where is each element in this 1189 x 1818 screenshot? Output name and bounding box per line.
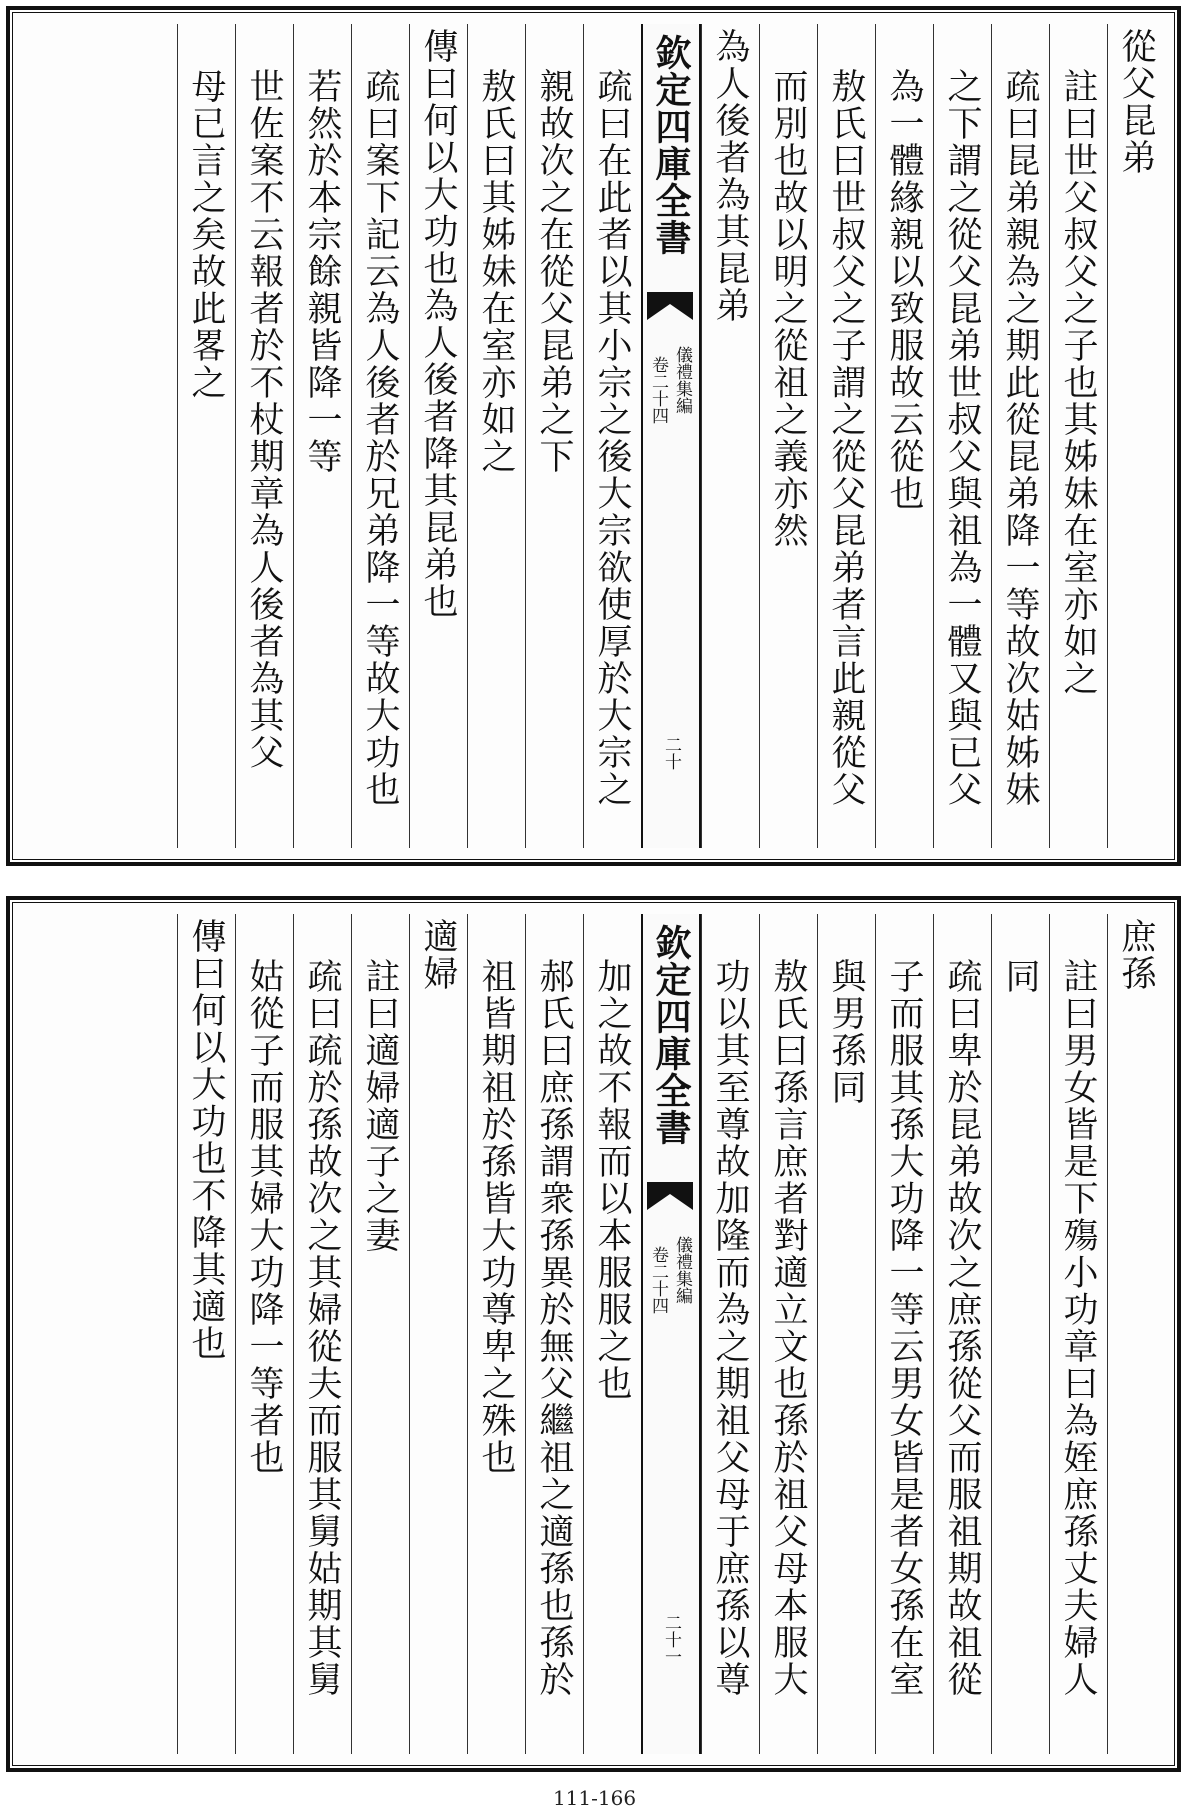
column-text: 疏曰案下記云為人後者於兄弟降一等故大功也 xyxy=(360,68,400,808)
column-text: 敖氏曰其姊妹在室亦如之 xyxy=(476,68,516,475)
center-title: 欽定四庫全書 xyxy=(650,34,692,256)
text-column xyxy=(351,914,408,1754)
column-text: 之下謂之從父昆弟世叔父與祖為一體又與已父 xyxy=(942,68,982,808)
column-text: 為一體緣親以致服故云從也 xyxy=(884,68,924,512)
text-column xyxy=(525,24,582,848)
center-strip xyxy=(641,24,701,848)
text-column xyxy=(235,24,292,848)
text-column-heading xyxy=(1107,24,1164,848)
text-column xyxy=(351,24,408,848)
volume-number: 卷二十四 xyxy=(648,1246,668,1314)
text-column-heading xyxy=(409,914,466,1754)
text-column xyxy=(583,914,640,1754)
column-text: 疏曰疏於孫故次之其婦從夫而服其舅姑期其舅 xyxy=(302,958,342,1698)
text-column xyxy=(759,914,816,1754)
column-text: 同 xyxy=(1000,958,1040,995)
text-column xyxy=(467,24,524,848)
column-text: 加之故不報而以本服服之也 xyxy=(592,958,632,1402)
column-text: 姑從子而服其婦大功降一等者也 xyxy=(244,958,284,1476)
column-text: 適婦 xyxy=(418,918,458,992)
text-column xyxy=(817,914,874,1754)
column-text: 庶孫 xyxy=(1116,918,1156,992)
book-title: 儀禮集編 xyxy=(672,1236,692,1304)
column-text: 子而服其孫大功降一等云男女皆是者女孫在室 xyxy=(884,958,924,1698)
column-text: 註曰世父叔父之子也其姊妹在室亦如之 xyxy=(1058,68,1098,697)
column-text: 祖皆期祖於孫皆大功尊卑之殊也 xyxy=(476,958,516,1476)
text-column xyxy=(759,24,816,848)
text-column xyxy=(875,914,932,1754)
text-column xyxy=(235,914,292,1754)
text-column xyxy=(933,914,990,1754)
column-text: 而別也故以明之從祖之義亦然 xyxy=(768,68,808,549)
fishtail-icon xyxy=(647,292,693,332)
text-column-heading xyxy=(177,914,234,1754)
column-text: 世佐案不云報者於不杖期章為人後者為其父 xyxy=(244,68,284,771)
fishtail-icon xyxy=(647,1182,693,1222)
column-text: 敖氏曰世叔父之子謂之從父昆弟者言此親從父 xyxy=(826,68,866,808)
column-text: 與男孫同 xyxy=(826,958,866,1106)
folio-number: 二十一 xyxy=(661,1614,681,1665)
column-text: 若然於本宗餘親皆降一等 xyxy=(302,68,342,475)
upper-folio-page xyxy=(6,6,1181,866)
column-text: 敖氏曰孫言庶者對適立文也孫於祖父母本服大 xyxy=(768,958,808,1698)
column-text: 傳曰何以大功也不降其適也 xyxy=(186,918,226,1362)
text-column-heading xyxy=(409,24,466,848)
text-column xyxy=(293,914,350,1754)
text-column xyxy=(583,24,640,848)
column-text: 從父昆弟 xyxy=(1116,28,1156,176)
text-column xyxy=(293,24,350,848)
center-title: 欽定四庫全書 xyxy=(650,924,692,1146)
text-column xyxy=(817,24,874,848)
volume-number: 卷二十四 xyxy=(648,356,668,424)
book-title: 儀禮集編 xyxy=(672,346,692,414)
column-text: 親故次之在從父昆弟之下 xyxy=(534,68,574,475)
text-column-heading xyxy=(1107,914,1164,1754)
lower-folio-page xyxy=(6,896,1181,1772)
column-text: 傳曰何以大功也為人後者降其昆弟也 xyxy=(418,28,458,620)
page-number: 111-166 xyxy=(552,1786,637,1810)
folio-number: 二十 xyxy=(661,736,681,770)
text-column xyxy=(701,914,758,1754)
column-text: 疏曰在此者以其小宗之後大宗欲使厚於大宗之 xyxy=(592,68,632,808)
text-column xyxy=(875,24,932,848)
text-column xyxy=(991,24,1048,848)
column-text: 註曰適婦適子之妻 xyxy=(360,958,400,1254)
center-strip xyxy=(641,914,701,1754)
column-text: 註曰男女皆是下殤小功章曰為姪庶孫丈夫婦人 xyxy=(1058,958,1098,1698)
text-column-heading xyxy=(701,24,758,848)
text-column xyxy=(467,914,524,1754)
column-text: 疏曰卑於昆弟故次之庶孫從父而服祖期故祖從 xyxy=(942,958,982,1698)
column-text: 為人後者為其昆弟 xyxy=(710,28,750,324)
text-column xyxy=(1049,914,1106,1754)
column-text: 母已言之矣故此畧之 xyxy=(186,68,226,401)
text-column xyxy=(933,24,990,848)
column-text: 郝氏曰庶孫謂衆孫異於無父繼祖之適孫也孫於 xyxy=(534,958,574,1698)
column-text: 疏曰昆弟親為之期此從昆弟降一等故次姑姊妹 xyxy=(1000,68,1040,808)
text-column xyxy=(991,914,1048,1754)
text-column xyxy=(525,914,582,1754)
text-column xyxy=(177,24,234,848)
column-text: 功以其至尊故加隆而為之期祖父母于庶孫以尊 xyxy=(710,958,750,1698)
text-column xyxy=(1049,24,1106,848)
